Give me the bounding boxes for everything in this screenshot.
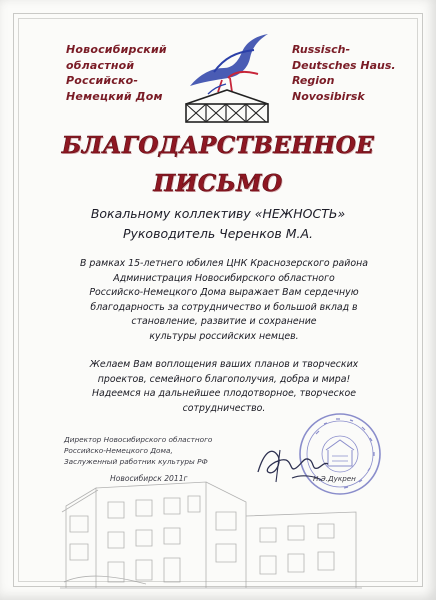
bird-house-logo xyxy=(178,28,276,124)
body-line: Российско-Немецкого Дома выражает Вам сердечную xyxy=(89,287,359,299)
org-left-line: областной xyxy=(66,58,135,72)
body-line: В рамках 15-летнего юбилея ЦНК Краснозерского района xyxy=(80,258,368,269)
organization-name-ru xyxy=(66,42,186,104)
body-line: Надеемся на дальнейшее плодотворное, творческое xyxy=(92,388,356,400)
recipient: Вокальному коллективу «НЕЖНОСТЬ» xyxy=(90,206,346,221)
org-right-line: Russisch- xyxy=(292,43,351,56)
letter-title-line2: ПИСЬМО xyxy=(153,170,283,197)
position-line: Российско-Немецкого Дома, xyxy=(64,446,173,455)
org-right-line: Region xyxy=(292,74,335,87)
org-left-line: Немецкий Дом xyxy=(66,89,163,103)
signatory-name: Н.Э.Дукрен xyxy=(313,474,356,483)
body-line: Администрация Новосибирского областного xyxy=(113,272,335,284)
position-line: Заслуженный работник культуры РФ xyxy=(64,457,208,466)
org-left-line: Российско- xyxy=(66,74,139,87)
body-line: становление, развитие и сохранение xyxy=(131,316,317,328)
body-line: сотрудничество. xyxy=(182,402,266,414)
recipient-leader: Руководитель Черенков М.А. xyxy=(122,226,314,241)
org-right-line: Deutsches Haus. xyxy=(292,58,396,72)
org-left-line: Новосибирский xyxy=(66,43,167,56)
body-line: благодарность за сотрудничество и большой вклад в xyxy=(90,301,358,313)
signatory-position xyxy=(64,434,244,467)
body-paragraph-thanks xyxy=(74,257,374,345)
body-line: проектов, семейного благополучия, добра и мира! xyxy=(97,373,351,385)
place-and-date: Новосибирск 2011г xyxy=(110,474,188,483)
position-line: Директор Новосибирского областного xyxy=(64,435,213,444)
body-paragraph-wishes xyxy=(74,358,374,416)
body-line: культуры российских немцев. xyxy=(149,330,299,342)
org-right-line: Novosibirsk xyxy=(292,89,365,103)
organization-name-de xyxy=(292,42,396,104)
letter-title-line1: БЛАГОДАРСТВЕННОЕ xyxy=(61,132,375,159)
body-line: Желаем Вам воплощения ваших планов и творческих xyxy=(89,359,359,370)
